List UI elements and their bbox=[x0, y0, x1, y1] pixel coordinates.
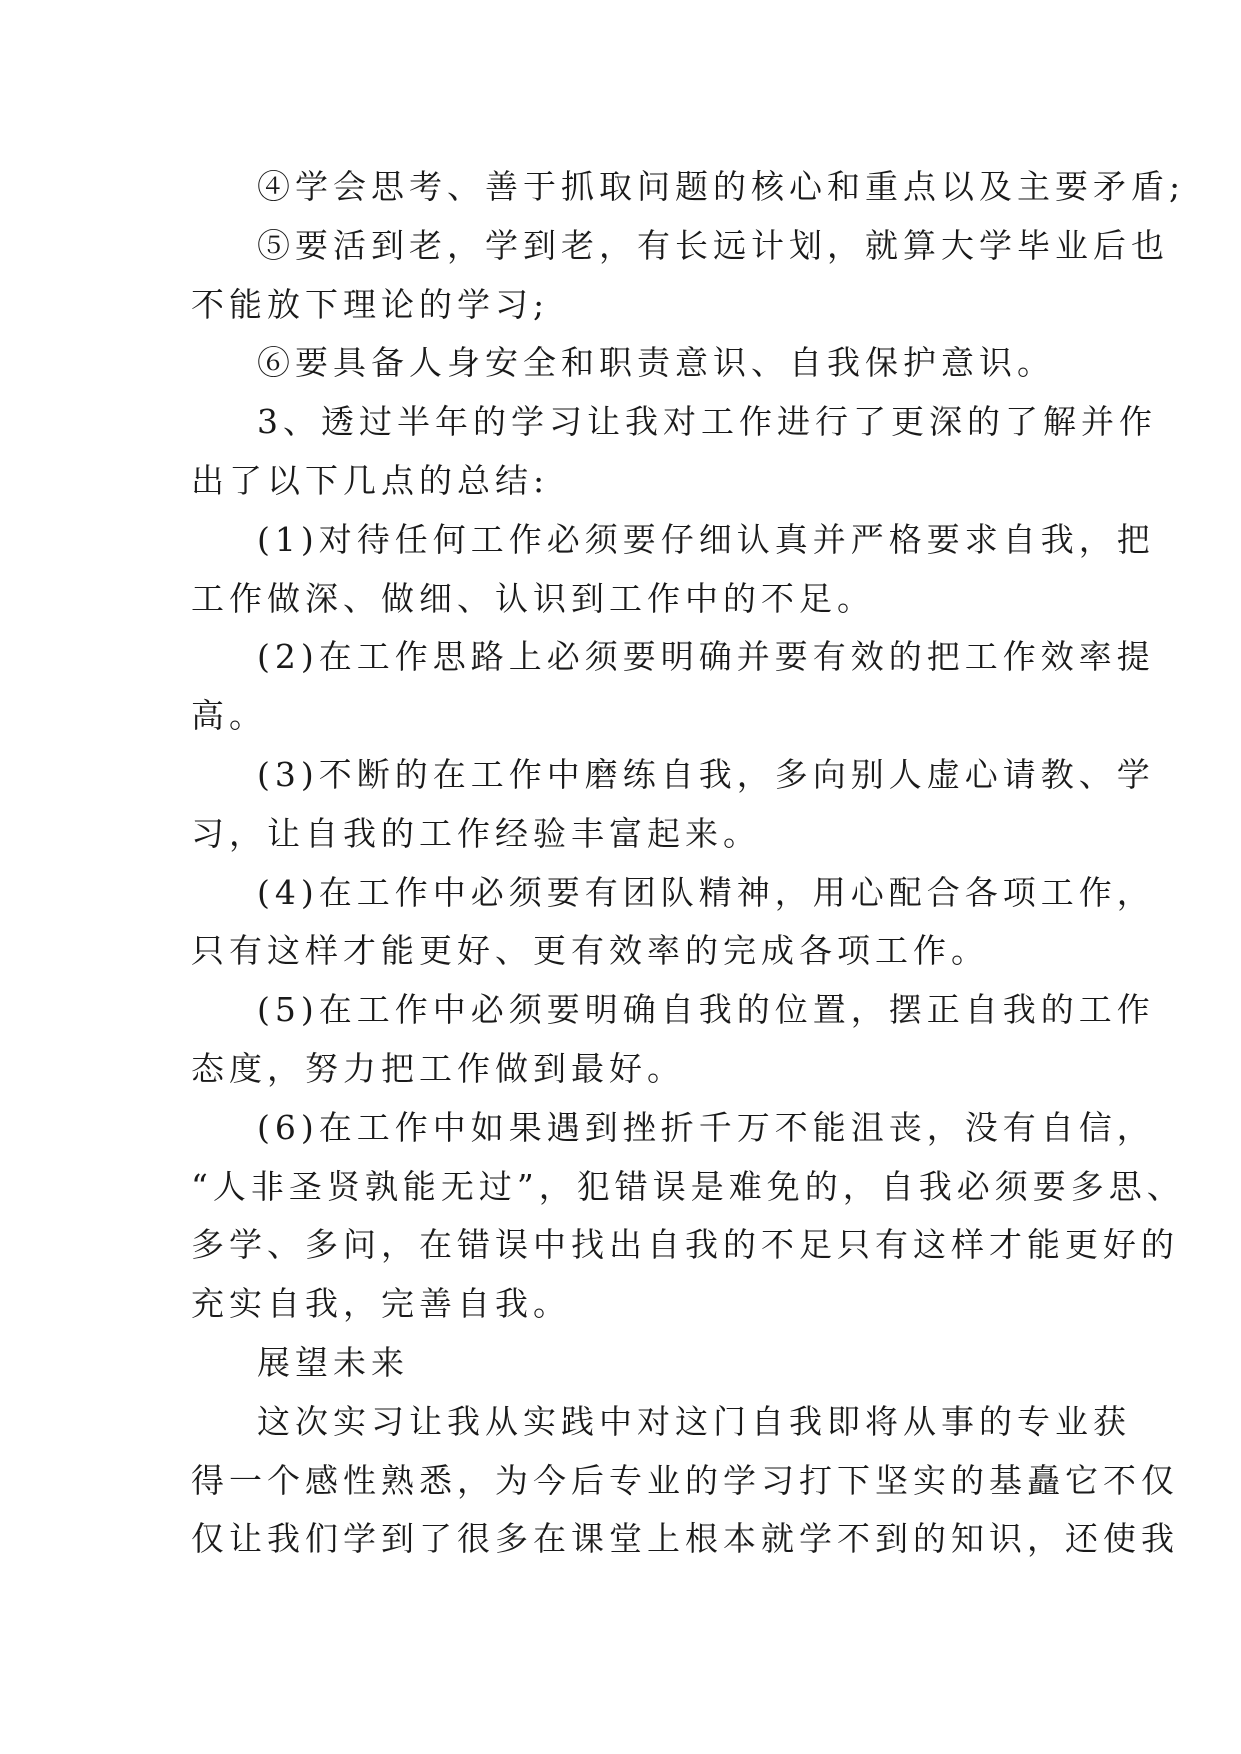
text-line: 工作做深、做细、认识到工作中的不足。 bbox=[191, 578, 875, 618]
text-line: ④学会思考、善于抓取问题的核心和重点以及主要矛盾; bbox=[257, 167, 1186, 206]
text-line: (3)不断的在工作中磨练自我，多向别人虚心请教、学 bbox=[257, 754, 1155, 794]
text-line: 3、透过半年的学习让我对工作进行了更深的了解并作 bbox=[257, 402, 1157, 442]
text-line: 得一个感性熟悉，为今后专业的学习打下坚实的基矗它不仅 bbox=[191, 1460, 1179, 1500]
text-line: (6)在工作中如果遇到挫折千万不能沮丧，没有自信， bbox=[257, 1107, 1155, 1147]
text-line: 习，让自我的工作经验丰富起来。 bbox=[191, 813, 761, 853]
text-line: 高。 bbox=[191, 696, 267, 736]
text-line: 充实自我，完善自我。 bbox=[191, 1284, 571, 1324]
text-line: ⑤要活到老，学到老，有长远计划，就算大学毕业后也 bbox=[257, 225, 1169, 265]
text-line: 态度，努力把工作做到最好。 bbox=[191, 1048, 685, 1088]
text-line: 出了以下几点的总结: bbox=[191, 460, 550, 500]
text-line: (1)对待任何工作必须要仔细认真并严格要求自我，把 bbox=[257, 519, 1155, 559]
text-line: 仅让我们学到了很多在课堂上根本就学不到的知识，还使我 bbox=[191, 1519, 1179, 1559]
document-body bbox=[191, 158, 1186, 1569]
text-line: (4)在工作中必须要有团队精神，用心配合各项工作， bbox=[257, 872, 1155, 912]
text-line: “人非圣贤孰能无过”，犯错误是难免的，自我必须要多思、 bbox=[191, 1166, 1185, 1206]
section-heading: 展望未来 bbox=[257, 1342, 409, 1382]
text-line: 不能放下理论的学习; bbox=[191, 284, 550, 324]
text-line: 只有这样才能更好、更有效率的完成各项工作。 bbox=[191, 931, 989, 971]
text-line: 这次实习让我从实践中对这门自我即将从事的专业获 bbox=[257, 1401, 1131, 1441]
text-line: ⑥要具备人身安全和职责意识、自我保护意识。 bbox=[257, 343, 1055, 383]
text-line: 多学、多问，在错误中找出自我的不足只有这样才能更好的 bbox=[191, 1225, 1179, 1265]
text-line: (5)在工作中必须要明确自我的位置，摆正自我的工作 bbox=[257, 990, 1155, 1030]
text-line: (2)在工作思路上必须要明确并要有效的把工作效率提 bbox=[257, 637, 1155, 677]
